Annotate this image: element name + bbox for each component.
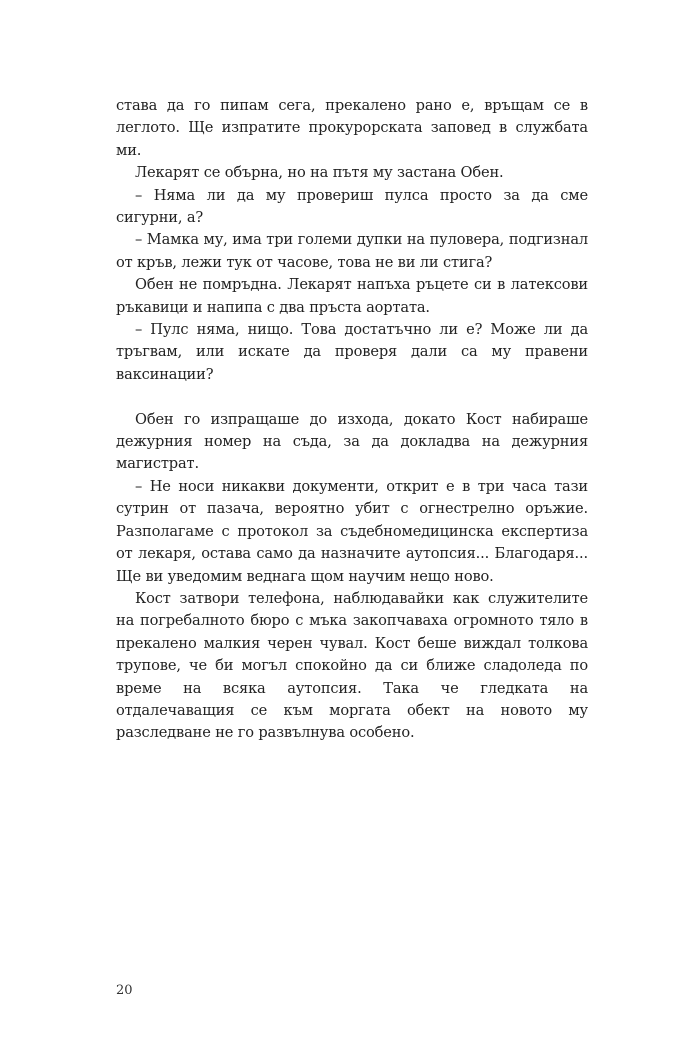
dialogue-line: – Мамка му, има три големи дупки на пуловера, подгизнал от кръв, лежи тук от часове, това не ви ли стига? [116,231,588,271]
body-text [116,95,588,745]
dialogue-line: – Не носи никакви документи, открит е в три часа тази сутрин от пазача, вероятно убит с огнестрелно оръжие. Разполагаме с протокол за съдебномедицинска експертиза от лекаря, остава само да назначите аутопсия... Благодаря... Ще ви уведомим веднага щом научим нещо ново. [116,477,588,585]
dialogue-line: – Пулс няма, нищо. Това достатъчно ли е? Може ли да тръгвам, или искате да проверя дали са му правени ваксинации? [116,321,588,383]
paragraph: Лекарят се обърна, но на пътя му застана Обен. [135,164,504,182]
page-number: 20 [116,983,133,998]
paragraph: Обен не помръдна. Лекарят напъха ръцете си в латексови ръкавици и напипа с два пръста аортата. [116,276,588,316]
paragraph: става да го пипам сега, прекалено рано е, връщам се в леглото. Ще изпратите прокурорската заповед в службата ми. [116,97,588,159]
section-break [116,386,588,408]
dialogue-line: – Няма ли да му провериш пулса просто за да сме сигурни, а? [116,186,588,227]
paragraph: Кост затвори телефона, наблюдавайки как служителите на погребалното бюро с мъка закопчаваха огромното тяло в прекалено малкия черен чувал. Кост беше виждал толкова трупове, че би могъл спокойно да си ближе сладоледа по време на всяка аутопсия. Така че гледката на отдалечаващия се към моргата обект на новото му разследване не го развълнува особено. [116,589,588,742]
paragraph: Обен го изпращаше до изхода, докато Кост набираше дежурния номер на съда, за да докладва на дежурния магистрат. [116,410,588,473]
